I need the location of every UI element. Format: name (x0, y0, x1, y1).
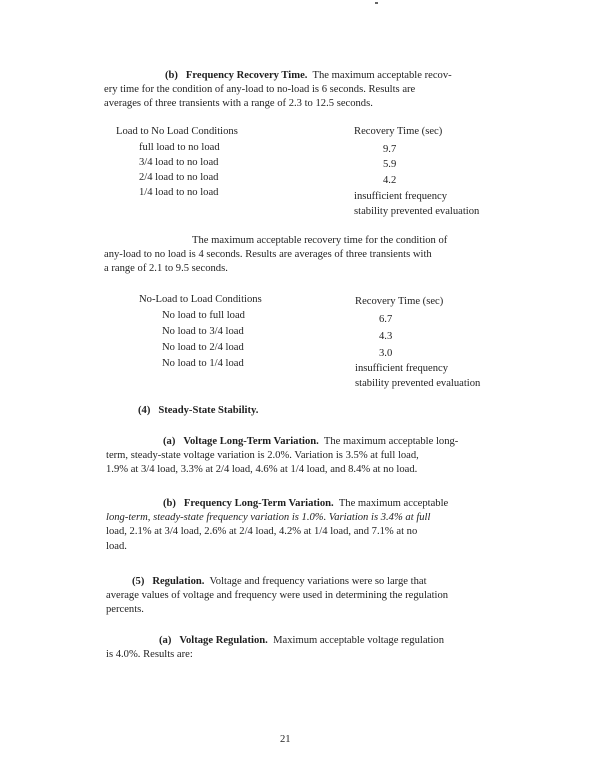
regulation-line: percents. (106, 604, 144, 616)
voltage-ltv-heading: Voltage Long-Term Variation. (183, 436, 319, 447)
table1-time: 4.2 (383, 175, 397, 186)
freq-ltv-paragraph (106, 497, 521, 554)
voltage-reg-paragraph (106, 634, 521, 662)
section4-label: (4) (138, 405, 151, 416)
freq-ltv-line: The maximum acceptable (338, 498, 449, 509)
table1-header-left: Load to No Load Conditions (116, 126, 238, 137)
freq-recovery-paragraph (104, 69, 514, 112)
freq-recovery-line: averages of three transients with a range of 2.3 to 12.5 seconds. (104, 98, 373, 110)
regulation-line: average values of voltage and frequency were used in determining the regulation (106, 590, 449, 602)
freq-ltv-line: long-term, steady-state frequency variation is 1.0%. Variation is 3.4% at full (106, 512, 431, 524)
voltage-ltv-paragraph (106, 435, 521, 478)
freq-ltv-line: load, 2.1% at 3/4 load, 2.6% at 2/4 load, 4.2% at 1/4 load, and 7.1% at no (106, 526, 418, 538)
table1-cond: 1/4 load to no load (139, 187, 219, 198)
table2-cond: No load to full load (162, 310, 245, 321)
freq-recovery-line: ery time for the condition of any-load to no-load is 6 seconds. Results are (104, 84, 416, 96)
table1-header-right: Recovery Time (sec) (354, 126, 443, 137)
noload-line: any-load to no load is 4 seconds. Results are averages of three transients with (104, 249, 432, 261)
table1-cond: 3/4 load to no load (139, 157, 219, 168)
section4-heading-line (138, 404, 258, 418)
table2-time: insufficient frequency (355, 363, 449, 374)
voltage-ltv-line: term, steady-state voltage variation is 2.0%. Variation is 3.5% at full load, (106, 450, 419, 462)
table1-cond: 2/4 load to no load (139, 172, 219, 183)
voltage-reg-heading: Voltage Regulation. (179, 635, 268, 646)
freq-ltv-heading: Frequency Long-Term Variation. (183, 498, 334, 509)
scan-speck (375, 2, 378, 4)
voltage-reg-line: is 4.0%. Results are: (106, 649, 193, 661)
noload-line: The maximum acceptable recovery time for the condition of (192, 235, 448, 246)
table1-time: insufficient frequency (354, 191, 448, 202)
table1-time: 9.7 (383, 144, 397, 155)
table2-cond: No load to 1/4 load (162, 358, 244, 369)
regulation-label: (5) (132, 576, 145, 587)
table2-time-cont: stability prevented evaluation (355, 378, 481, 389)
page-number: 21 (280, 734, 291, 745)
regulation-paragraph (106, 575, 521, 618)
table1-cond: full load to no load (139, 142, 220, 153)
table2-time: 4.3 (379, 331, 393, 342)
table2-time: 6.7 (379, 314, 393, 325)
freq-ltv-line: load. (106, 540, 127, 552)
freq-recovery-heading: Frequency Recovery Time. (185, 70, 308, 81)
voltage-ltv-line: 1.9% at 3/4 load, 3.3% at 2/4 load, 4.6% at 1/4 load, and 8.4% at no load. (106, 464, 418, 476)
freq-recovery-line: The maximum acceptable recov- (312, 70, 452, 81)
regulation-heading: Regulation. (152, 576, 205, 587)
voltage-ltv-line: The maximum acceptable long- (323, 436, 459, 447)
table2-cond: No load to 3/4 load (162, 326, 244, 337)
noload-paragraph (104, 234, 519, 277)
section4-heading: Steady-State Stability. (158, 405, 259, 416)
voltage-reg-line: Maximum acceptable voltage regulation (273, 635, 445, 646)
table1-time: 5.9 (383, 159, 397, 170)
table2-header-right: Recovery Time (sec) (355, 296, 444, 307)
voltage-ltv-label: (a) (163, 436, 176, 447)
table2-cond: No load to 2/4 load (162, 342, 244, 353)
noload-line: a range of 2.1 to 9.5 seconds. (104, 263, 228, 275)
table1-time-cont: stability prevented evaluation (354, 206, 480, 217)
table2-header-left: No-Load to Load Conditions (139, 294, 262, 305)
table2-time: 3.0 (379, 348, 393, 359)
freq-ltv-label: (b) (163, 498, 176, 509)
freq-recovery-label: (b) (165, 70, 178, 81)
regulation-line: Voltage and frequency variations were so large that (209, 576, 427, 587)
voltage-reg-label: (a) (159, 635, 172, 646)
